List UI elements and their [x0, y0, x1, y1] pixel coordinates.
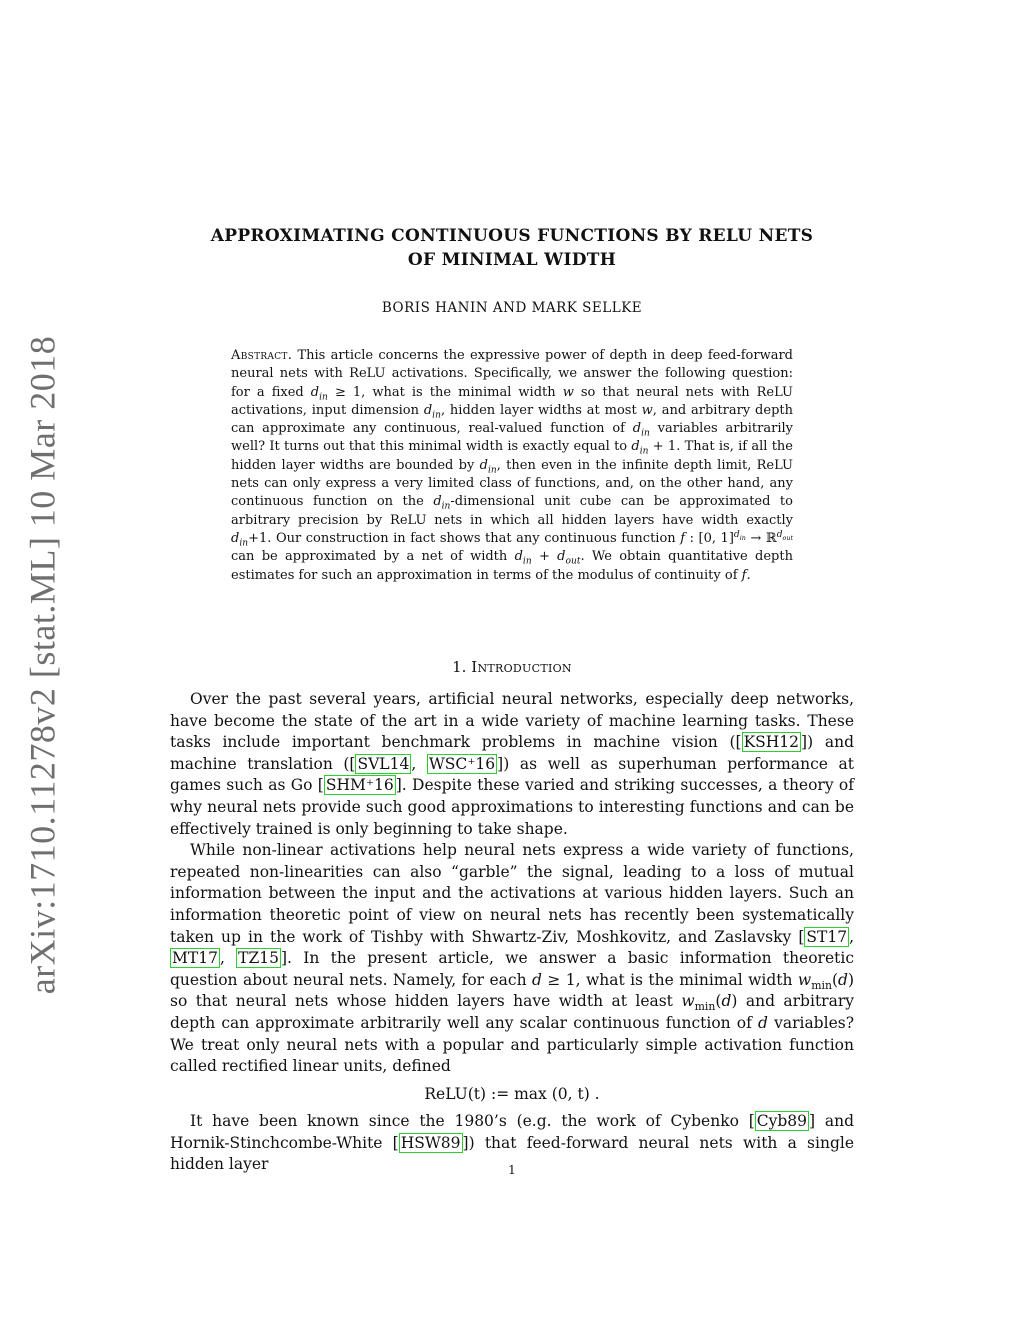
title-line-2: OF MINIMAL WIDTH: [407, 250, 617, 270]
paper-title: [150, 224, 874, 272]
citation-link[interactable]: ST17: [806, 927, 848, 946]
arxiv-stamp: [12, 335, 72, 995]
arxiv-identifier: arXiv:1710.11278v2 [stat.ML] 10 Mar 2018: [22, 335, 63, 995]
citation-link[interactable]: SHM⁺16: [325, 776, 394, 795]
citation-link[interactable]: WSC⁺16: [428, 754, 496, 773]
abstract-heading: Abstract.: [231, 348, 293, 363]
citation-link[interactable]: SVL14: [357, 754, 410, 773]
paragraph-3: It have been known since the 1980’s (e.g. the work of Cybenko [ Cyb89 ] and Hornik-Stinchcombe-White [ HSW89 ]) that feed-forward neural nets with a single hidden layer: [170, 1112, 854, 1174]
paper-authors: BORIS HANIN AND MARK SELLKE: [381, 300, 643, 316]
relu-equation: ReLU(t) := max (0, t) .: [424, 1084, 600, 1103]
citation-link[interactable]: TZ15: [238, 949, 279, 968]
section-number: 1.: [452, 658, 467, 676]
page-number: 1: [508, 1163, 516, 1177]
paragraph-1: Over the past several years, artificial neural networks, especially deep networks, have become the state of the art in a wide variety of machine learning tasks. These tasks include important benchmark problems in machine vision ([ KSH12 ]) and machine translation ([ SVL14 , WSC⁺16 ]) as well as superhuman performance at games such as Go [ SHM⁺16 ]. Despite these varied and striking successes, a theory of why neural nets provide such good approximations to interesting functions and can be effectively trained is only beginning to take shape.: [170, 690, 854, 838]
paragraph-2: While non-linear activations help neural nets express a wide variety of functions, repeated non-linearities can also “garble” the signal, leading to a loss of mutual information between the input and the activations at various hidden layers. Such an information theoretic point of view on neural nets has recently been systematically taken up in the work of Tishby with Shwartz-Ziv, Moshkovitz, and Zaslavsky [ ST17 , MT17 , TZ15 ]. In the present article, we answer a basic information theoretic question about neural nets. Namely, for each d ≥ 1, what is the minimal width $w_{min}(d)$ so that neural nets whose hidden layers have width at least $w_{min}(d)$ and arbitrary depth can approximate arbitrarily well any scalar continuous function of d variables? We treat only neural nets with a popular and particularly simple activation function called rectified linear units, defined: [170, 841, 855, 1076]
section-title: Introduction: [471, 658, 572, 676]
body-text: [170, 689, 854, 1176]
citation-link[interactable]: HSW89: [400, 1133, 461, 1152]
citation-link[interactable]: MT17: [172, 949, 218, 968]
abstract: Abstract. This article concerns the expressive power of depth in deep feed-forward neural nets with ReLU activations. Specifically, we answer the following question: for a fixed $d_{in} \ge 1$, what is the minimal width w so that neural nets with ReLU activations, input dimension $d_{in}$, hidden layer widths at most w, and arbitrary depth can approximate any continuous, real-valued function of $d_{in}$ variables arbitrarily well? It turns out that this minimal width is exactly equal to $d_{in} + 1$. That is, if all the hidden layer widths are bounded by $d_{in}$, then even in the infinite depth limit, ReLU nets can only express a very limited class of functions, and, on the other hand, any continuous function on the $d_{in}$-dimensional unit cube can be approximated to arbitrary precision by ReLU nets in which all hidden layers have width exactly $d_{in}+1$. Our construction in fact shows that any continuous function f : [0, 1]$^{d_{in}}$ → ℝ$^{d_{out}}$ can be approximated by a net of width $d_{in} + d_{out}$. We obtain quantitative depth estimates for such an approximation in terms of the modulus of continuity of f.: [231, 348, 793, 583]
citation-link[interactable]: Cyb89: [756, 1112, 808, 1131]
citation-link[interactable]: KSH12: [743, 733, 800, 752]
title-line-1: APPROXIMATING CONTINUOUS FUNCTIONS BY RELU NETS: [210, 226, 814, 246]
section-heading: [150, 658, 874, 676]
